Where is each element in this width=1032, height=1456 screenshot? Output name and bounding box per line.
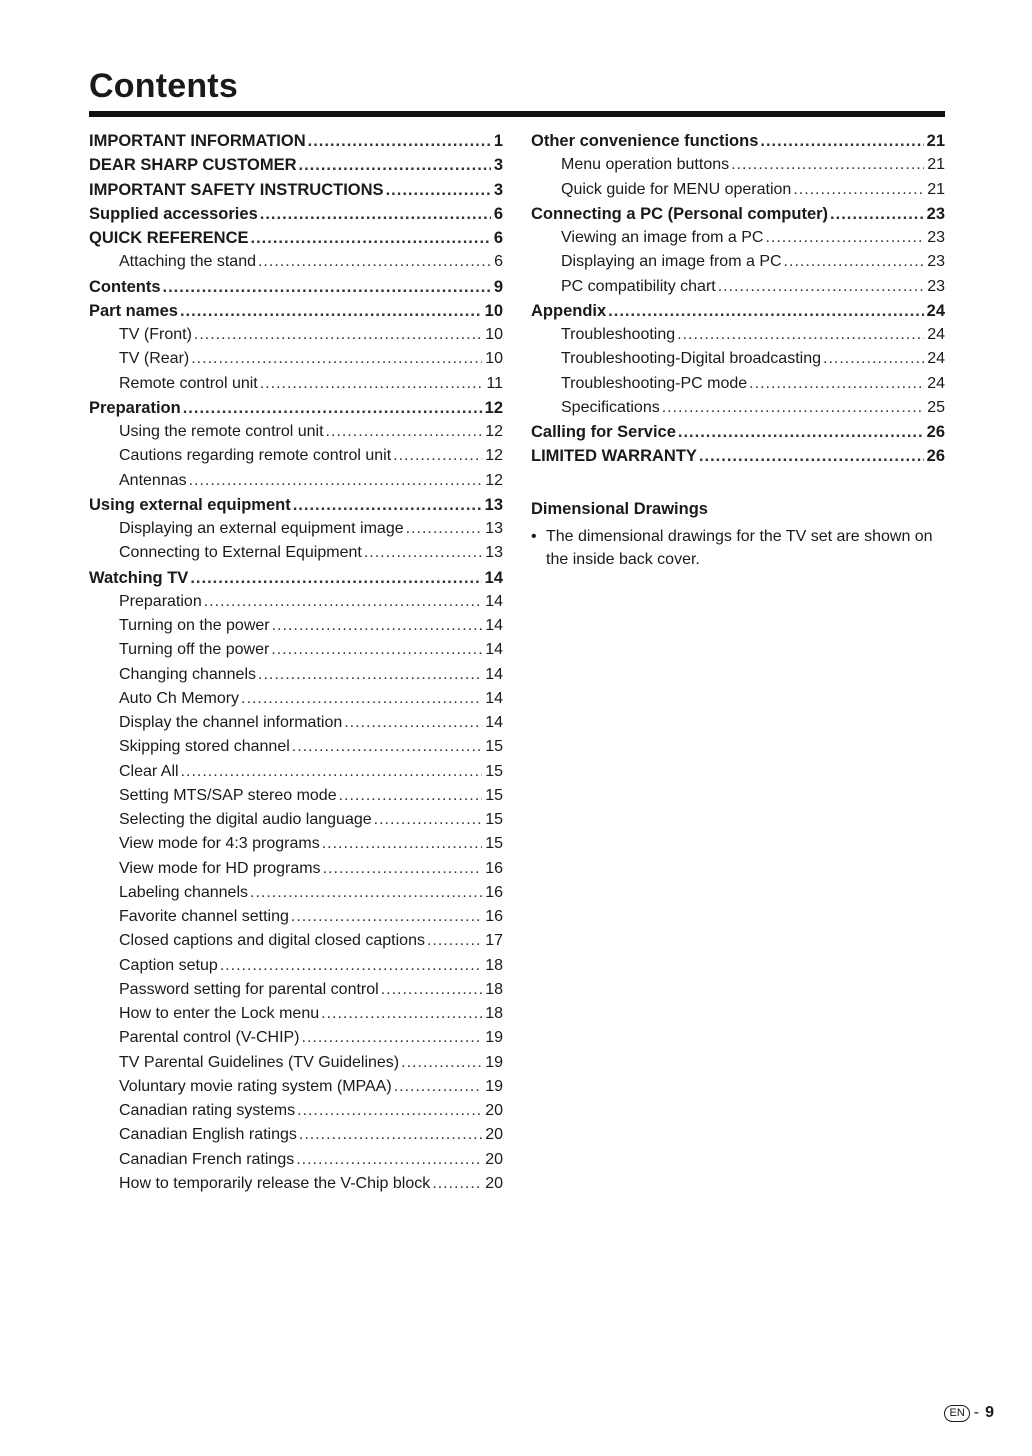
- toc-subsection-entry: [89, 347, 503, 371]
- toc-entry-page: 12: [485, 447, 503, 465]
- toc-dot-leader: [272, 614, 483, 638]
- toc-entry-page: 15: [485, 835, 503, 853]
- toc-entry-page: 24: [927, 326, 945, 343]
- toc-entry-label: Selecting the digital audio language: [119, 811, 372, 828]
- toc-dot-leader: [302, 1026, 483, 1050]
- toc-subsection-entry: [89, 517, 503, 541]
- toc-dot-leader: [299, 1123, 482, 1147]
- toc-entry-label: Appendix: [531, 301, 607, 320]
- toc-entry-label: Preparation: [119, 592, 202, 610]
- toc-entry-page: 6: [493, 229, 503, 247]
- toc-subsection-entry: [89, 541, 503, 565]
- toc-entry-label: Preparation: [89, 398, 181, 417]
- toc-dot-leader: [191, 347, 482, 371]
- toc-entry-label: PC compatibility chart: [561, 277, 716, 295]
- toc-entry-page: 6: [493, 204, 503, 223]
- toc-subsection-entry: [531, 250, 945, 274]
- toc-dot-leader: [293, 493, 482, 517]
- toc-entry-label: How to temporarily release the V-Chip block: [119, 1174, 431, 1192]
- toc-entry-label: Troubleshooting: [561, 326, 676, 343]
- toc-subsection-entry: [89, 638, 503, 662]
- toc-entry-page: 21: [927, 156, 945, 174]
- toc-subsection-entry: [89, 323, 503, 347]
- page-title: Contents: [89, 67, 238, 105]
- toc-left-list: [89, 129, 503, 1196]
- toc-entry-page: 12: [485, 423, 503, 440]
- toc-dot-leader: [291, 905, 482, 929]
- toc-entry-page: 14: [485, 617, 503, 634]
- footer-separator: -: [973, 1404, 980, 1421]
- toc-entry-page: 24: [927, 374, 945, 392]
- toc-entry-page: 12: [484, 398, 503, 417]
- toc-subsection-entry: [89, 1051, 503, 1075]
- toc-dot-leader: [830, 202, 924, 226]
- toc-entry-page: 19: [485, 1053, 503, 1071]
- toc-entry-label: Favorite channel setting: [119, 908, 289, 925]
- toc-entry-label: Other convenience functions: [531, 132, 759, 150]
- toc-dot-leader: [381, 978, 483, 1002]
- toc-entry-label: Clear All: [119, 762, 179, 780]
- toc-dot-leader: [241, 687, 482, 711]
- toc-entry-label: Attaching the stand: [119, 253, 256, 271]
- toc-dot-leader: [251, 226, 491, 250]
- bullet-icon: •: [531, 528, 537, 545]
- toc-entry-page: 24: [927, 350, 945, 368]
- toc-entry-label: Remote control unit: [119, 374, 258, 392]
- toc-subsection-entry: [89, 808, 503, 832]
- toc-entry-page: 14: [485, 641, 503, 659]
- toc-dot-leader: [394, 1075, 483, 1099]
- toc-entry-label: Auto Ch Memory: [119, 689, 240, 707]
- toc-subsection-entry: [531, 323, 945, 347]
- toc-subsection-entry: [531, 347, 945, 371]
- toc-dot-leader: [699, 444, 924, 468]
- toc-section-entry: [531, 299, 945, 323]
- toc-entry-label: Displaying an image from a PC: [561, 253, 782, 271]
- toc-entry-page: 23: [927, 229, 945, 246]
- dimensional-drawings-heading: Dimensional Drawings: [531, 500, 708, 518]
- toc-subsection-entry: [89, 978, 503, 1002]
- toc-entry-page: 12: [485, 471, 503, 489]
- toc-subsection-entry: [89, 1172, 503, 1196]
- toc-dot-leader: [322, 832, 483, 856]
- toc-entry-page: 18: [485, 956, 503, 974]
- toc-entry-page: 24: [926, 301, 945, 320]
- dimensional-drawings-text: The dimensional drawings for the TV set are shown on the inside back cover.: [546, 528, 933, 568]
- toc-entry-label: Troubleshooting-PC mode: [561, 374, 748, 392]
- toc-subsection-entry: [89, 1075, 503, 1099]
- toc-entry-label: TV (Front): [119, 326, 192, 343]
- toc-dot-leader: [181, 760, 483, 784]
- toc-entry-label: Specifications: [561, 398, 660, 416]
- toc-entry-page: 23: [927, 277, 945, 295]
- toc-entry-label: Part names: [89, 301, 178, 320]
- toc-subsection-entry: [89, 614, 503, 638]
- title-rule: [89, 111, 945, 117]
- toc-entry-page: 3: [493, 156, 503, 175]
- toc-dot-leader: [678, 420, 924, 444]
- toc-entry-page: 17: [485, 932, 503, 950]
- language-badge-icon: EN: [944, 1405, 969, 1422]
- toc-entry-page: 15: [485, 738, 503, 756]
- toc-section-entry: [89, 566, 503, 590]
- toc-entry-label: IMPORTANT SAFETY INSTRUCTIONS: [89, 180, 384, 199]
- toc-entry-label: IMPORTANT INFORMATION: [89, 132, 306, 150]
- toc-subsection-entry: [531, 226, 945, 250]
- toc-entry-page: 1: [493, 132, 503, 150]
- toc-dot-leader: [432, 1172, 482, 1196]
- toc-entry-page: 26: [926, 447, 945, 466]
- toc-entry-page: 21: [926, 132, 945, 150]
- toc-dot-leader: [326, 420, 483, 444]
- toc-dot-leader: [260, 372, 484, 396]
- toc-entry-page: 6: [494, 253, 503, 271]
- toc-subsection-entry: [89, 1026, 503, 1050]
- toc-section-entry: [89, 178, 503, 202]
- toc-dot-leader: [784, 250, 925, 274]
- toc-dot-leader: [250, 881, 482, 905]
- toc-entry-label: Connecting to External Equipment: [119, 544, 362, 562]
- toc-entry-label: Canadian rating systems: [119, 1102, 296, 1119]
- toc-entry-page: 11: [486, 374, 503, 392]
- toc-dot-leader: [749, 372, 924, 396]
- toc-entry-page: 10: [485, 326, 503, 343]
- toc-entry-label: Closed captions and digital closed captions: [119, 932, 425, 950]
- toc-entry-page: 26: [926, 423, 945, 441]
- toc-entry-page: 18: [485, 1005, 503, 1022]
- toc-section-entry: [531, 420, 945, 444]
- toc-entry-page: 9: [493, 277, 503, 296]
- toc-entry-label: Calling for Service: [531, 423, 676, 441]
- toc-entry-page: 23: [927, 253, 945, 271]
- toc-entry-label: Cautions regarding remote control unit: [119, 447, 392, 465]
- toc-subsection-entry: [89, 372, 503, 396]
- toc-subsection-entry: [89, 832, 503, 856]
- toc-entry-page: 16: [485, 883, 503, 901]
- toc-section-entry: [89, 202, 503, 226]
- toc-entry-label: LIMITED WARRANTY: [531, 447, 697, 466]
- toc-dot-leader: [258, 663, 482, 687]
- toc-dot-leader: [183, 396, 482, 420]
- toc-subsection-entry: [89, 1148, 503, 1172]
- toc-section-entry: [531, 444, 945, 468]
- toc-subsection-entry: [89, 663, 503, 687]
- toc-dot-leader: [189, 469, 483, 493]
- toc-entry-page: 13: [485, 544, 503, 562]
- toc-dot-leader: [386, 178, 491, 202]
- toc-entry-label: Canadian French ratings: [119, 1150, 295, 1168]
- toc-dot-leader: [765, 226, 924, 250]
- toc-dot-leader: [393, 444, 482, 468]
- toc-dot-leader: [323, 857, 483, 881]
- toc-entry-page: 20: [485, 1150, 503, 1168]
- toc-entry-page: 18: [485, 980, 503, 998]
- toc-entry-page: 14: [485, 665, 503, 683]
- toc-subsection-entry: [89, 250, 503, 274]
- toc-subsection-entry: [89, 857, 503, 881]
- toc-entry-label: Watching TV: [89, 568, 189, 587]
- toc-entry-page: 14: [485, 714, 503, 731]
- toc-subsection-entry: [89, 1123, 503, 1147]
- toc-section-entry: [89, 226, 503, 250]
- toc-entry-page: 25: [927, 398, 945, 416]
- toc-entry-label: Display the channel information: [119, 714, 343, 731]
- toc-entry-page: 23: [926, 204, 945, 223]
- page-number: 9: [985, 1404, 994, 1421]
- toc-dot-leader: [220, 954, 482, 978]
- toc-entry-label: Parental control (V-CHIP): [119, 1029, 300, 1047]
- toc-entry-label: Labeling channels: [119, 883, 248, 901]
- toc-entry-label: Viewing an image from a PC: [561, 229, 764, 246]
- toc-right-list: [531, 129, 945, 469]
- toc-dot-leader: [321, 1002, 482, 1026]
- toc-entry-label: Displaying an external equipment image: [119, 520, 404, 537]
- toc-dot-leader: [258, 250, 491, 274]
- toc-subsection-entry: [531, 178, 945, 202]
- toc-entry-label: Password setting for parental control: [119, 980, 379, 998]
- toc-entry-label: View mode for 4:3 programs: [119, 835, 320, 853]
- toc-dot-leader: [823, 347, 924, 371]
- toc-entry-label: Turning off the power: [119, 641, 270, 659]
- toc-dot-leader: [364, 541, 482, 565]
- toc-dot-leader: [731, 153, 924, 177]
- toc-section-entry: [89, 396, 503, 420]
- toc-dot-leader: [374, 808, 483, 832]
- toc-entry-page: 21: [927, 180, 945, 198]
- toc-entry-page: 16: [485, 908, 503, 925]
- toc-section-entry: [531, 202, 945, 226]
- toc-entry-page: 15: [485, 786, 503, 804]
- toc-entry-page: 20: [485, 1174, 503, 1192]
- toc-entry-label: How to enter the Lock menu: [119, 1005, 320, 1022]
- toc-entry-label: Voluntary movie rating system (MPAA): [119, 1077, 392, 1095]
- toc-dot-leader: [401, 1051, 482, 1075]
- toc-dot-leader: [163, 275, 491, 299]
- dimensional-drawings-note: [531, 525, 951, 571]
- toc-dot-leader: [677, 323, 924, 347]
- toc-subsection-entry: [89, 784, 503, 808]
- toc-dot-leader: [406, 517, 483, 541]
- toc-entry-label: Connecting a PC (Personal computer): [531, 204, 829, 223]
- toc-subsection-entry: [89, 905, 503, 929]
- toc-dot-leader: [190, 566, 481, 590]
- toc-entry-label: Skipping stored channel: [119, 738, 290, 756]
- toc-entry-label: Canadian English ratings: [119, 1126, 297, 1144]
- toc-entry-label: Contents: [89, 277, 161, 296]
- toc-dot-leader: [297, 1099, 482, 1123]
- toc-dot-leader: [427, 929, 482, 953]
- toc-dot-leader: [760, 129, 923, 153]
- toc-entry-page: 13: [485, 520, 503, 537]
- toc-subsection-entry: [89, 1099, 503, 1123]
- toc-dot-leader: [662, 396, 924, 420]
- toc-dot-leader: [271, 638, 482, 662]
- toc-dot-leader: [260, 202, 491, 226]
- toc-subsection-entry: [89, 590, 503, 614]
- toc-entry-label: Using external equipment: [89, 495, 291, 514]
- toc-entry-page: 15: [485, 762, 503, 780]
- toc-section-entry: [531, 129, 945, 153]
- toc-subsection-entry: [89, 1002, 503, 1026]
- toc-subsection-entry: [531, 275, 945, 299]
- toc-entry-page: 10: [485, 350, 503, 368]
- toc-entry-label: DEAR SHARP CUSTOMER: [89, 156, 297, 175]
- toc-entry-label: View mode for HD programs: [119, 859, 321, 877]
- toc-dot-leader: [292, 735, 482, 759]
- toc-subsection-entry: [89, 954, 503, 978]
- toc-subsection-entry: [89, 469, 503, 493]
- toc-entry-page: 13: [484, 495, 503, 514]
- toc-dot-leader: [194, 323, 482, 347]
- toc-left-column: [89, 129, 503, 1196]
- toc-entry-label: QUICK REFERENCE: [89, 229, 249, 247]
- toc-entry-label: Changing channels: [119, 665, 256, 683]
- toc-entry-page: 19: [485, 1029, 503, 1047]
- toc-entry-label: Quick guide for MENU operation: [561, 180, 792, 198]
- toc-dot-leader: [308, 129, 491, 153]
- toc-dot-leader: [299, 153, 491, 177]
- toc-section-entry: [89, 129, 503, 153]
- toc-subsection-entry: [89, 881, 503, 905]
- toc-entry-label: Antennas: [119, 471, 187, 489]
- toc-section-entry: [89, 299, 503, 323]
- toc-right-column: [531, 129, 945, 469]
- toc-subsection-entry: [531, 396, 945, 420]
- dimensional-drawings-section: [531, 497, 951, 571]
- toc-subsection-entry: [89, 711, 503, 735]
- toc-entry-label: Supplied accessories: [89, 204, 258, 223]
- toc-subsection-entry: [89, 760, 503, 784]
- toc-dot-leader: [296, 1148, 482, 1172]
- toc-entry-label: Menu operation buttons: [561, 156, 730, 174]
- toc-entry-label: Caption setup: [119, 956, 218, 974]
- toc-entry-page: 14: [485, 689, 503, 707]
- toc-dot-leader: [344, 711, 482, 735]
- toc-entry-page: 3: [493, 180, 503, 199]
- toc-subsection-entry: [89, 929, 503, 953]
- toc-entry-page: 20: [485, 1102, 503, 1119]
- toc-entry-page: 20: [485, 1126, 503, 1144]
- toc-entry-page: 10: [484, 301, 503, 320]
- toc-entry-page: 15: [485, 811, 503, 828]
- toc-dot-leader: [204, 590, 482, 614]
- toc-entry-label: Troubleshooting-Digital broadcasting: [561, 350, 821, 368]
- toc-dot-leader: [718, 275, 924, 299]
- toc-entry-label: TV Parental Guidelines (TV Guidelines): [119, 1053, 400, 1071]
- toc-entry-page: 16: [485, 859, 503, 877]
- toc-dot-leader: [339, 784, 483, 808]
- toc-entry-label: TV (Rear): [119, 350, 190, 368]
- toc-subsection-entry: [89, 735, 503, 759]
- toc-section-entry: [89, 493, 503, 517]
- toc-dot-leader: [793, 178, 924, 202]
- toc-entry-label: Setting MTS/SAP stereo mode: [119, 786, 337, 804]
- toc-dot-leader: [180, 299, 482, 323]
- toc-subsection-entry: [531, 372, 945, 396]
- toc-entry-label: Using the remote control unit: [119, 423, 324, 440]
- toc-entry-page: 14: [485, 592, 503, 610]
- toc-dot-leader: [608, 299, 923, 323]
- toc-subsection-entry: [89, 444, 503, 468]
- toc-section-entry: [89, 153, 503, 177]
- toc-subsection-entry: [531, 153, 945, 177]
- toc-entry-page: 19: [485, 1077, 503, 1095]
- toc-subsection-entry: [89, 687, 503, 711]
- toc-section-entry: [89, 275, 503, 299]
- toc-entry-page: 14: [484, 568, 503, 587]
- page-footer: [944, 1404, 994, 1422]
- toc-subsection-entry: [89, 420, 503, 444]
- toc-entry-label: Turning on the power: [119, 617, 270, 634]
